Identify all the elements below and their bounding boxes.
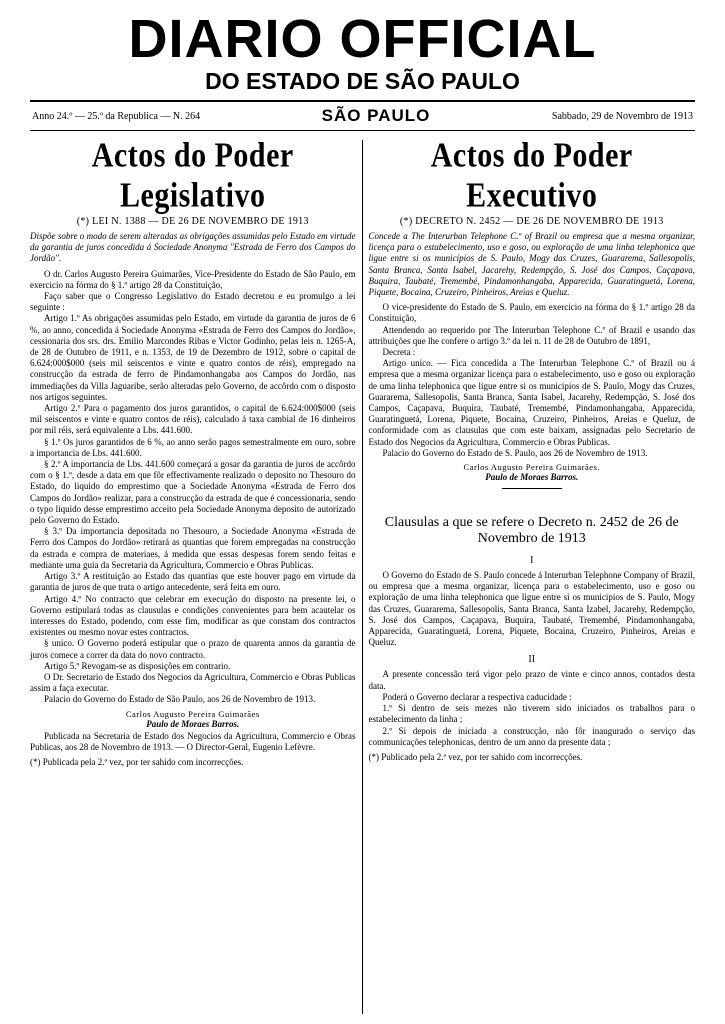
law-paragraph: § 2.º A importancia de Lbs. 441.600 começará a gosar da garantia de juros de accôrdo com o § 1.º, desde a data em que fôr effectivamente realizado o deposito no Thesouro do Estado, do liquido do emprestimo que a Sociedade Anonyma «Estrada de Ferro dos Campos do Jordão» realizar, para a construcção da estrada de que é concessionaria, sendo o typo liquido desse emprestimo acceito pela Sociedade Anonyma deposito de autorizado pelo Governo do Estado. <box>30 459 356 526</box>
issue-info-bar <box>24 102 701 128</box>
law-paragraph: Artigo 4.º No contracto que celebrar em execução do disposto na presente lei, o Governo estipulará todas as clausulas e condições convenientes para bem acautelar os interesses do Estado, podendo, com esse fim, modificar as que constam dos contractos existentes ou mesmo novar estes contractos. <box>30 593 356 638</box>
info-bar-rule <box>30 130 695 131</box>
issue-date: Sabbado, 29 de Novembro de 1913 <box>551 110 693 122</box>
law-paragraph: O Dr. Secretario de Estado dos Negocios da Agricultura, Commercio e Obras Publicas assim a faça executar. <box>30 671 356 694</box>
columns <box>24 140 701 1014</box>
decree-paragraph: O vice-presidente do Estado de S. Paulo, em exercicio na fórma do § 1.º artigo 28 da Constituição, <box>368 302 695 324</box>
decree-paragraph: Palacio do Governo do Estado de S. Paulo, aos 26 de Novembro de 1913. <box>382 447 648 458</box>
law-paragraph: Artigo 3.º A restituição ao Estado das quantias que este houver pago em virtude da garantia de juros de que trata o artigo antecedente, será feita em ouro. <box>30 571 356 593</box>
executivo-heading: Actos do Poder Executivo <box>430 140 633 215</box>
law-title: (*) LEI N. 1388 — DE 26 DE NOVEMBRO DE 1913 <box>76 216 309 227</box>
law-paragraph: Artigo 2.º Para o pagamento dos juros garantidos, o capital de 6.624:000$000 (seis mil seiscentos e vinte e quatro contos de réis), calculado á taxa cambial de 16 dinheiros por mil réis, será equivalente a Lbs. 441.600. <box>30 403 356 436</box>
clausula-paragraph: O Governo do Estado de S. Paulo concede á Interurban Telephone Company of Brazil, ou empresa que a mesma organizar, licença para o estabelecimento, uso e goso ou exploração de uma linha telephonica que ligue entre si os municipios de S. Paulo, Mogy das Cruzes, Guararema, Sallesopolis, Santa Branca, Santa Izabel, Jacarehy, Redempção, S. José dos Campos, Caçapava, Buquira, Taubaté, Tremembé, Pindamonhangaba, Apparecida, Guaratinguetá, Lorena, Piquete, Bocaina, Cruzeiro, Pinheiros, Areias e Queluz. <box>368 570 695 648</box>
legislativo-heading: Actos do Poder Legislativo <box>91 140 294 215</box>
publication-note: Publicada na Secretaria de Estado dos Negocios da Agricultura, Commercio e Obras Publicas, aos 28 de Novembro de 1913. — O Director-Geral, Eugenio Lefèvre. <box>30 730 356 752</box>
signature-name: Carlos Augusto Pereira Guimarães <box>125 708 260 719</box>
signature-name: Carlos Augusto Pereira Guimarães. <box>463 462 600 473</box>
legislativo-column <box>24 140 363 1014</box>
law-paragraph: Faço saber que o Congresso Legislativo do Estado decretou e eu promulgo a lei seguinte : <box>30 291 356 313</box>
signature-name-2: Paulo de Moraes Barros. <box>485 472 579 483</box>
law-paragraph: § 1.º Os juros garantidos de 6 %, ao anno serão pagos semestralmente em ouro, sobre a importancia de Lbs. 441.600. <box>30 436 356 458</box>
newspaper-subtitle: DO ESTADO DE SÃO PAULO <box>205 68 520 94</box>
issue-number: Anno 24.º — 25.º da Republica — N. 264 <box>32 110 201 122</box>
section-number: I <box>530 555 534 567</box>
clausula-paragraph: Poderá o Governo declarar a respectiva caducidade : <box>382 691 572 702</box>
clausula-paragraph: 1.º Si dentro de seis mezes não tiverem sido iniciados os trabalhos para o estabelecimento da linha ; <box>368 703 695 725</box>
clausula-paragraph: A presente concessão terá vigor pelo prazo de vinte e cinco annos, contados desta data. <box>368 669 695 691</box>
footnote: (*) Publicado pela 2.ª vez, por ter sahido com incorrecções. <box>368 751 583 762</box>
decree-summary: Concede a The Interurban Telephone C.º of Brazil ou empresa que a mesma organizar, licença para o estabelecimento, uso e goso, ou exploração de uma linha telephonica que ligue entre si os municipios de S. Paulo, Mogy das Cruzes, Guararema, Sallesopolis, Santa Branca, Santa Isabel, Jacarehy, Redempção, S. José dos Campos, Caçapava, Buquira, Taubaté, Tremembé, Pindamonhangaba, Apparecida, Guaratinguetá, Lorena, Piquete, Bocaina, Cruzeiro, Pinheiros, Areias e Queluz. <box>368 231 695 298</box>
law-paragraph: Artigo 5.º Revogam-se as disposições em contrario. <box>44 660 231 671</box>
law-paragraph: § unico. O Governo poderá estipular que o prazo de quarenta annos da garantia de juros comece a correr da data do novo contracto. <box>30 638 356 660</box>
footnote: (*) Publicada pela 2.ª vez, por ter sahido com incorrecções. <box>30 756 244 767</box>
law-paragraph: Artigo 1.º As obrigações assumidas pelo Estado, em virtude da garantia de juros de 6 %, ao anno, concedida á Sociedade Anonyma «Estrada de Ferro dos Campos do Jordão», cessionaria dos srs. drs. Emilio Marcondes Ribas e Victor Godinho, pelas leis n. 1265-A, de 28 de Outubro de 1911, e n. 1353, de 19 de Dezembro de 1912, sobre o capital de 6.624:000$000 (seis mil seiscentos e vinte e quatro contos de réis), empregado na construcção da estrada de ferro de Pindamonhangaba aos Campos do Jordão, nas immediações da Villa Jaguaribe, serão alteradas pelo Governo, de accôrdo com o disposto nos artigos seguintes. <box>30 313 356 402</box>
decree-paragraph: Decreta : <box>382 347 416 358</box>
section-divider <box>502 488 562 489</box>
law-paragraph: Palacio do Governo do Estado de São Paulo, aos 26 de Novembro de 1913. <box>44 694 316 705</box>
masthead <box>24 9 701 94</box>
clausula-paragraph: 2.º Si depois de iniciada a construcção, não fôr inaugurado o serviço das communicações telephonicas, dentro de um anno da presente data ; <box>368 725 695 747</box>
clausulas-title: Clausulas a que se refere o Decreto n. 2452 de 26 de Novembro de 1913 <box>384 515 679 547</box>
decree-paragraph: Attendendo ao requerido por The Interurban Telephone C.º of Brazil e usando das attribuições que lhe confere o artigo 3.º da lei n. 11 de 28 de Outubro de 1891, <box>368 324 695 346</box>
law-summary: Dispõe sobre o modo de serem alteradas as obrigações assumidas pelo Estado em virtude da garantia de juros concedida á Sociedade Anonyma "Estrada de Ferro dos Campos do Jordão". <box>30 231 356 264</box>
decree-title: (*) DECRETO N. 2452 — DE 26 DE NOVEMBRO DE 1913 <box>399 216 664 227</box>
signature-name-2: Paulo de Moraes Barros. <box>146 718 240 729</box>
law-paragraph: § 3.º Da importancia depositada no Thesouro, a Sociedade Anonyma «Estrada de Ferro dos Campos do Jordão» retirará as quantias que forem empregadas na construcção da estrada e compra de materiaes, á medida que essas despesas forem sendo feitas e mediante uma guia da Secretaria da Agricultura, Commercio e Obras Publicas. <box>30 526 356 570</box>
section-number: II <box>528 654 536 666</box>
newspaper-title: DIARIO OFFICIAL <box>128 9 597 69</box>
issue-city: SÃO PAULO <box>321 106 431 125</box>
decree-paragraph: Artigo unico. — Fica concedida a The Interurban Telephone C.º of Brazil ou á empresa que a mesma organizar licença para o estabelecimento, uso e goso ou exploração de uma linha telephonica que ligue entre si os municipios de S. Paulo, Mogy das Cruzes, Guararema, Sallesopolis, Santa Branca, Santa Isabel, Jacarehy, Redempção, S. José dos Campos, Caçapava, Buquira, Taubaté, Tremembé, Pindamonhangaba, Apparecida, Guaratinguetá, Lorena, Piquete, Bocaina, Cruzeiro, Pinheiros, Areias e Queluz, de conformidade com as clausulas que com este baixam, assignadas pelo Secretario de Estado dos Negocios da Agricultura, Commercio e Obras Publicas. <box>368 358 695 447</box>
executivo-column <box>363 140 702 1014</box>
law-paragraph: O dr. Carlos Augusto Pereira Guimarães, Vice-Presidente do Estado de São Paulo, em exercicio na fórma do § 1.º artigo 28 da Constituição, <box>30 268 356 290</box>
